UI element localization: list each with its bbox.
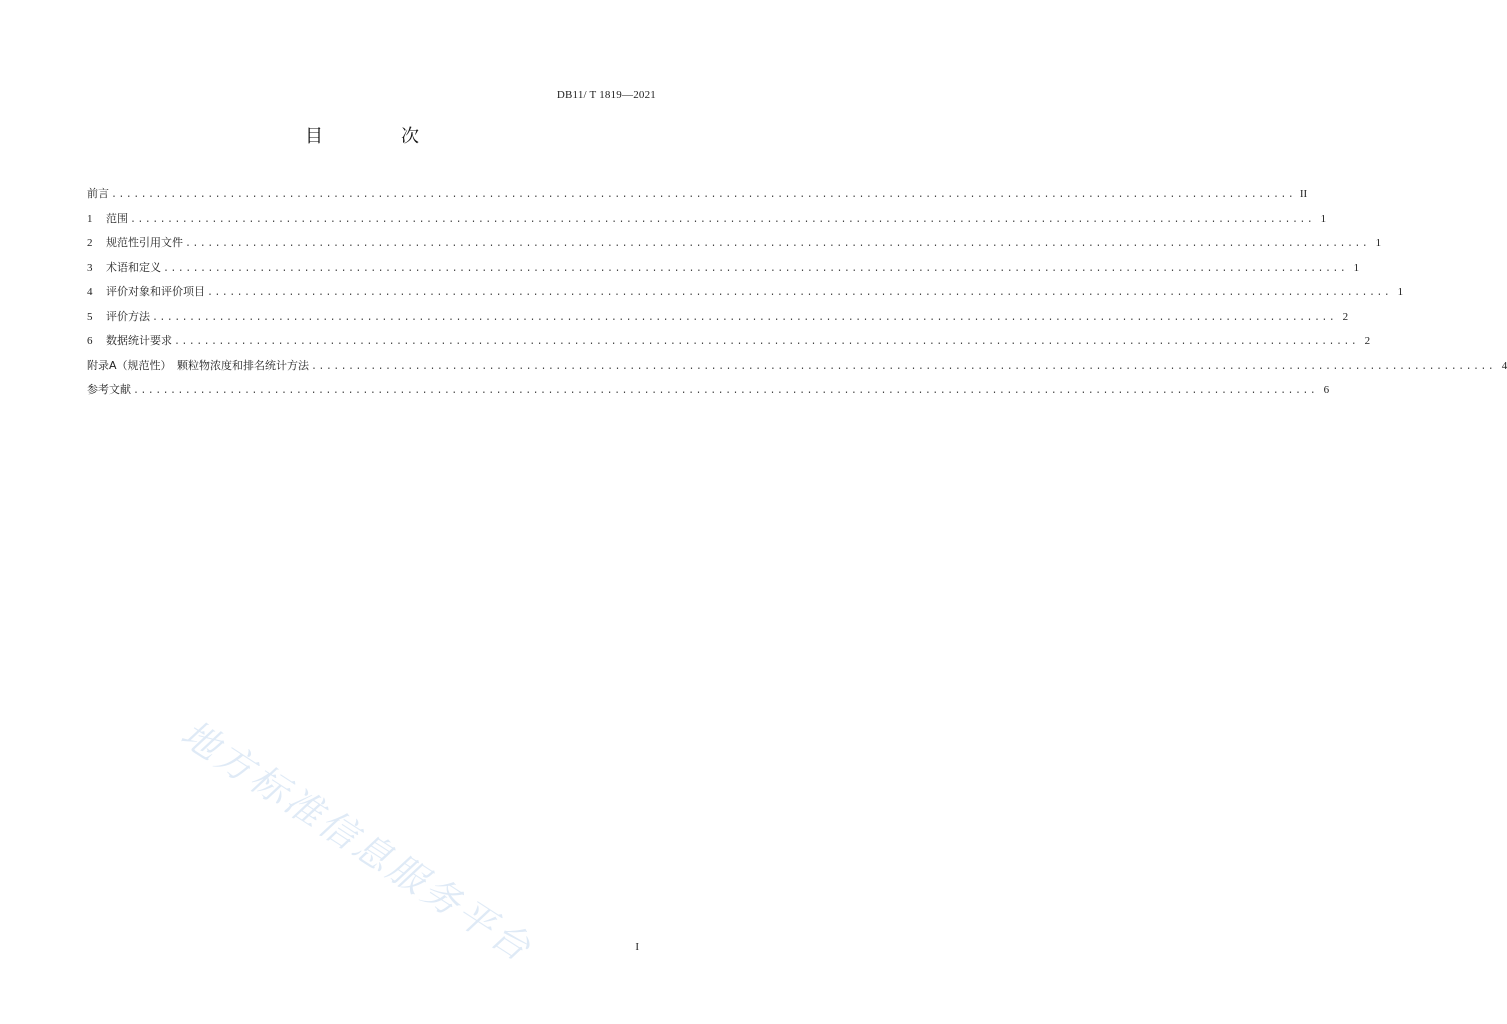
- toc-entry-page: II: [1299, 188, 1308, 200]
- toc-leader-dots: ................................................................................................................................................................: [185, 239, 1370, 250]
- toc-entry-number: 5: [87, 310, 93, 323]
- toc-entry-terms-definitions[interactable]: [87, 260, 1360, 285]
- toc-leader-dots: ................................................................................................................................................................: [111, 190, 1296, 201]
- toc-entry-page: 1: [1397, 286, 1404, 298]
- toc-leader-dots: ................................................................................................................................................................: [152, 312, 1337, 324]
- toc-entry-label: 前言: [87, 187, 109, 200]
- toc-entry-label: 术语和定义: [106, 260, 161, 274]
- toc-leader-dots: ................................................................................................................................................................: [207, 288, 1392, 299]
- toc-entry-label: 参考文献: [87, 383, 131, 396]
- toc-leader-dots: ................................................................................................................................................................: [174, 337, 1359, 348]
- toc-entry-page: 2: [1364, 335, 1371, 347]
- toc-entry-page: 1: [1375, 237, 1382, 249]
- toc-entry-label: 范围: [106, 211, 128, 225]
- toc-entry-number: 6: [87, 335, 93, 347]
- toc-leader-dots: ................................................................................................................................................................: [130, 214, 1315, 226]
- toc-entry-evaluation-objects[interactable]: [87, 284, 1404, 309]
- toc-entry-label: 评价对象和评价项目: [106, 285, 205, 298]
- watermark-text: 地方标准信息服务平台: [173, 711, 541, 972]
- toc-entry-label: 数据统计要求: [106, 334, 172, 347]
- toc-entry-normative-references[interactable]: [87, 235, 1382, 260]
- toc-leader-dots: ................................................................................................................................................................: [133, 386, 1318, 397]
- toc-entry-data-statistics[interactable]: [87, 333, 1371, 358]
- page-number: I: [635, 941, 639, 953]
- toc-entry-label: 附录A（规范性） 颗粒物浓度和排名统计方法: [87, 358, 310, 372]
- toc-leader-dots: ................................................................................................................................................................: [163, 263, 1348, 275]
- toc-entry-number: 4: [87, 286, 93, 298]
- toc-entry-evaluation-methods[interactable]: [87, 309, 1349, 334]
- toc-entry-label: 评价方法: [106, 309, 150, 323]
- toc-entry-page: 1: [1320, 212, 1327, 225]
- toc-entry-label: 规范性引用文件: [106, 236, 183, 249]
- toc-entry-page: 1: [1353, 261, 1360, 274]
- table-of-contents: [87, 186, 1507, 407]
- toc-entry-appendix-a[interactable]: [87, 358, 1507, 383]
- page-title: 目 次: [305, 126, 449, 147]
- toc-entry-number: 1: [87, 212, 93, 225]
- toc-entry-page: 4: [1501, 359, 1507, 372]
- toc-entry-number: 3: [87, 261, 93, 274]
- toc-entry-scope[interactable]: [87, 211, 1327, 236]
- toc-leader-dots: ................................................................................................................................................................: [311, 361, 1496, 373]
- standard-code: DB11/ T 1819—2021: [556, 89, 656, 101]
- toc-entry-number: 2: [87, 237, 93, 249]
- toc-entry-page: 6: [1323, 384, 1330, 396]
- toc-entry-bibliography[interactable]: [87, 382, 1330, 407]
- toc-entry-page: 2: [1342, 310, 1349, 323]
- toc-entry-foreword[interactable]: [87, 186, 1308, 211]
